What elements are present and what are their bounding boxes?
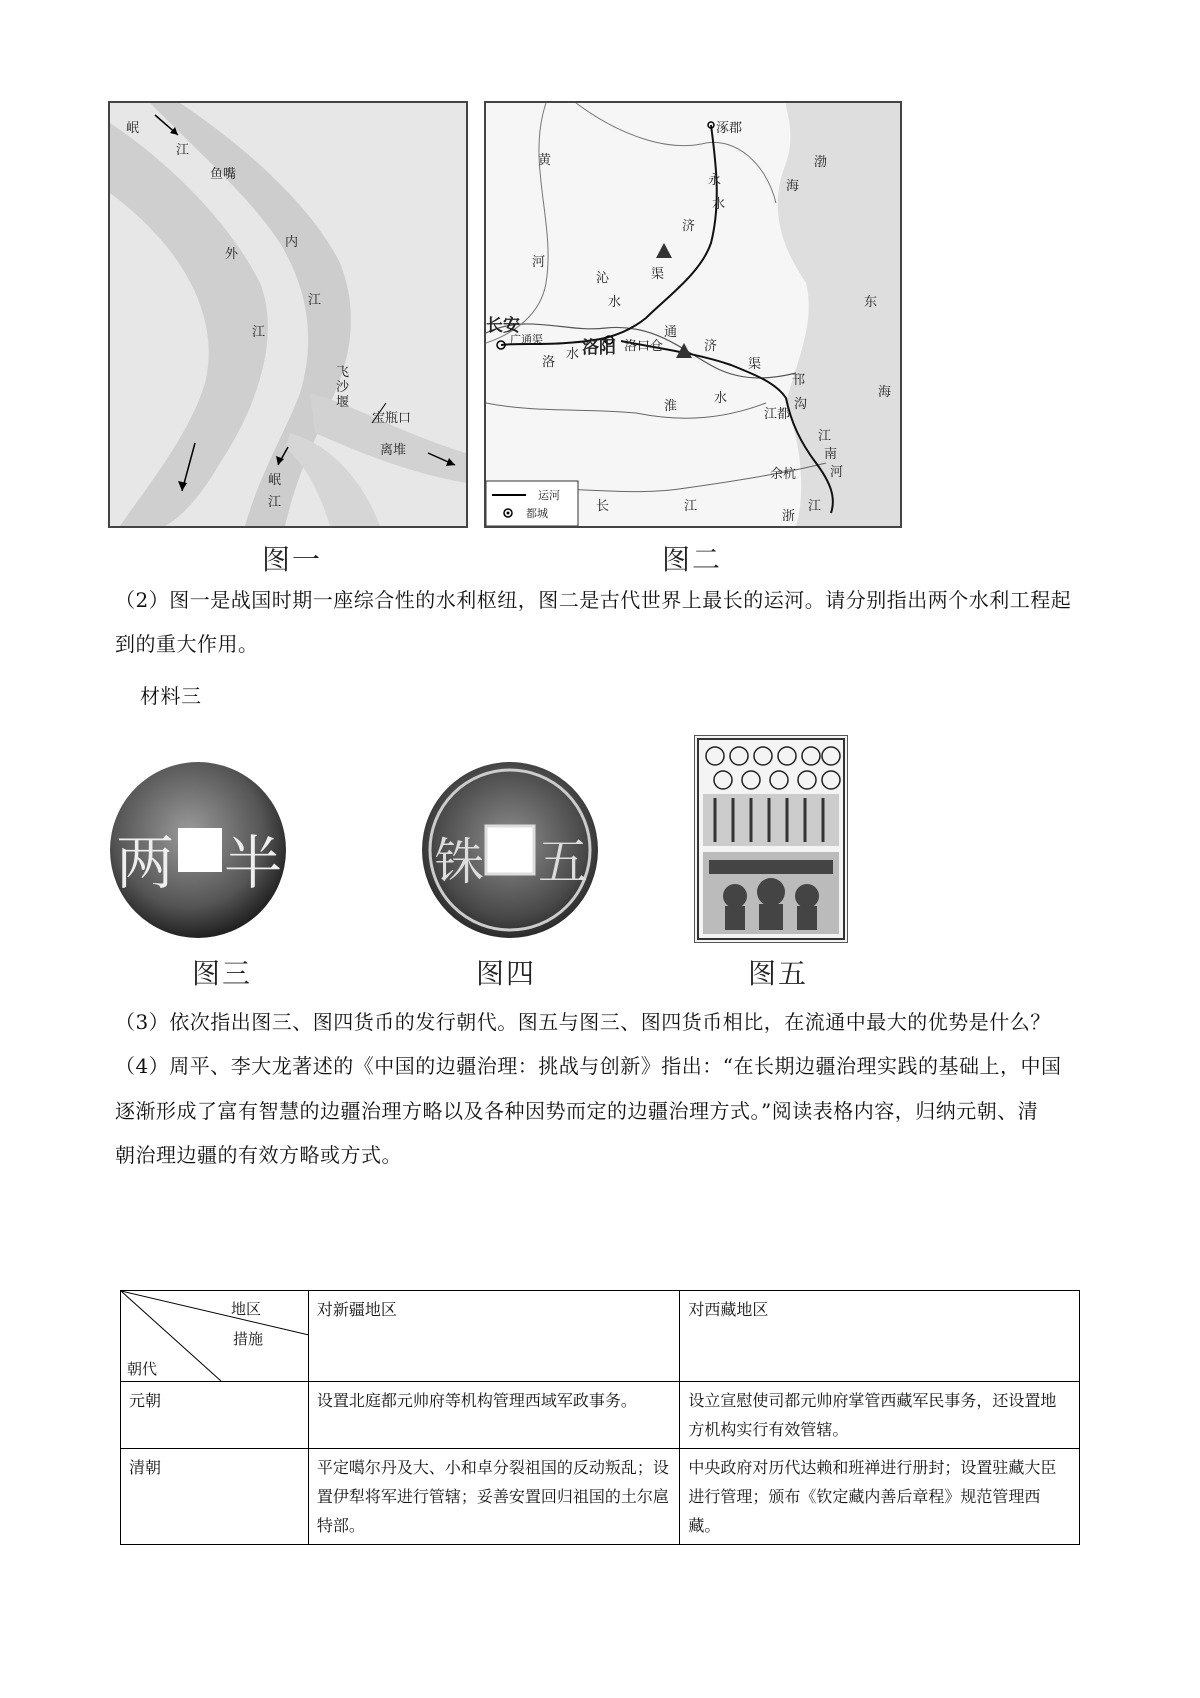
legend-capital-label: 都城 (526, 507, 548, 520)
figure-3-caption: 图三 (192, 957, 253, 990)
label-ji2: 济 (704, 339, 718, 354)
figure-2-map (484, 101, 902, 528)
question-4-line-1: （4）周平、李大龙著述的《中国的边疆治理：挑战与创新》指出：“在长期边疆治理实践的基础上，中国 (115, 1054, 1062, 1078)
question-2-line-2: 到的重大作用。 (115, 632, 259, 656)
label-tong: 通 (664, 325, 678, 340)
figure-1-map (108, 101, 468, 528)
coin3-char-right: 半 (224, 829, 283, 897)
coin4-char-left: 铢 (434, 833, 484, 891)
label-luoyang: 洛阳 (582, 338, 616, 358)
table-diagonal-header (121, 1291, 309, 1382)
label-shui-qin: 水 (608, 295, 622, 310)
label-luo: 洛 (542, 355, 556, 370)
label-qu2: 渠 (748, 357, 762, 372)
paper-money-drawing (695, 736, 847, 942)
figure-5-caption: 图五 (748, 957, 809, 990)
label-jiang-nei: 江 (308, 293, 322, 308)
question-4-line-2: 逐渐形成了富有智慧的边疆治理方略以及各种因势而定的边疆治理方式。”阅读表格内容，归纳元朝、清 (115, 1099, 1039, 1123)
label-huang: 黄 (538, 153, 552, 168)
label-huai: 淮 (664, 399, 678, 414)
label-jiang-wai: 江 (252, 325, 266, 340)
label-he: 河 (532, 255, 546, 270)
table-row (121, 1382, 1080, 1449)
label-lidui: 离堆 (380, 443, 407, 458)
label-jiangnan: 江 (818, 429, 832, 444)
label-feisha: 飞沙堰 (336, 365, 350, 410)
figure-3-coin (108, 760, 288, 940)
label-jiang-1: 江 (176, 143, 190, 158)
label-yuhang: 余杭 (770, 467, 797, 482)
label-shui-yong: 水 (712, 197, 726, 212)
label-nei: 内 (285, 235, 299, 250)
table-row (121, 1449, 1080, 1545)
label-shui-huai: 水 (714, 391, 728, 406)
question-4-line-3: 朝治理边疆的有效方略或方式。 (115, 1143, 402, 1167)
coin3-char-left: 两 (116, 829, 175, 897)
label-jiang-zhe: 江 (808, 499, 822, 514)
figure-4-coin (420, 758, 600, 942)
label-guangtong: 广通渠 (510, 333, 543, 346)
label-zhe: 浙 (782, 509, 796, 524)
label-han: 邗 (792, 373, 806, 388)
river-drawing (110, 103, 466, 526)
row-yuan-xizang: 设立宣慰使司都元帅府掌管西藏军民事务，还设置地方机构实行有效管辖。 (680, 1382, 1080, 1449)
governance-table (120, 1290, 1080, 1545)
label-zhuojun: 涿郡 (716, 121, 743, 136)
row-qing-dynasty: 清朝 (121, 1449, 309, 1545)
label-jiang-2: 江 (268, 495, 282, 510)
figure-5-paper-money (694, 735, 848, 943)
label-min-1: 岷 (126, 121, 140, 136)
label-qin: 沁 (596, 271, 610, 286)
header-diqu: 地区 (231, 1300, 262, 1318)
label-yuzui: 鱼嘴 (210, 167, 237, 182)
header-xizang: 对西藏地区 (680, 1291, 1080, 1382)
legend-canal-label: 运河 (538, 489, 560, 502)
row-qing-xizang: 中央政府对历代达赖和班禅进行册封；设置驻藏大臣进行管理；颁布《钦定藏内善后章程》规范管理西藏。 (680, 1449, 1080, 1545)
row-yuan-dynasty: 元朝 (121, 1382, 309, 1449)
row-qing-xinjiang: 平定噶尔丹及大、小和卓分裂祖国的反动叛乱；设置伊犁将军进行管辖；妥善安置回归祖国的土尔扈特部。 (308, 1449, 680, 1545)
coin4-char-right: 五 (538, 833, 588, 891)
label-bo: 渤 (814, 155, 828, 170)
figure-2-caption: 图二 (662, 543, 723, 576)
label-dong: 东 (864, 295, 878, 310)
label-yong: 永 (708, 173, 722, 188)
label-gou: 沟 (794, 397, 808, 412)
question-2-line-1: （2）图一是战国时期一座综合性的水利枢纽，图二是古代世界上最长的运河。请分别指出两个水利工程起 (115, 588, 1072, 612)
label-he2: 河 (830, 465, 844, 480)
label-qu-ji: 渠 (651, 267, 665, 282)
label-jiang-chang: 江 (684, 499, 698, 514)
label-changan: 长安 (486, 316, 520, 336)
label-hai-dong: 海 (878, 385, 892, 400)
label-ji: 济 (682, 219, 696, 234)
question-3: （3）依次指出图三、图四货币的发行朝代。图五与图三、图四货币相比，在流通中最大的优势是什么？ (115, 1010, 1051, 1034)
table-header-row (121, 1291, 1080, 1382)
material-3-label: 材料三 (140, 684, 202, 708)
figure-1-caption: 图一 (262, 543, 323, 576)
figure-4-caption: 图四 (476, 957, 537, 990)
header-chaodai: 朝代 (127, 1360, 158, 1378)
header-xinjiang: 对新疆地区 (308, 1291, 680, 1382)
label-jiangdu: 江都 (764, 407, 791, 422)
label-nan: 南 (824, 447, 838, 462)
row-yuan-xinjiang: 设置北庭都元帅府等机构管理西域军政事务。 (308, 1382, 680, 1449)
label-baoping: 宝瓶口 (372, 411, 412, 426)
label-hai-bo: 海 (786, 179, 800, 194)
label-chang: 长 (596, 499, 610, 514)
label-shui-luo: 水 (566, 347, 580, 362)
label-wai: 外 (225, 247, 239, 262)
header-cuoshi: 措施 (233, 1330, 264, 1348)
label-min-2: 岷 (268, 473, 282, 488)
label-luokoucang: 洛口仓 (624, 339, 664, 354)
